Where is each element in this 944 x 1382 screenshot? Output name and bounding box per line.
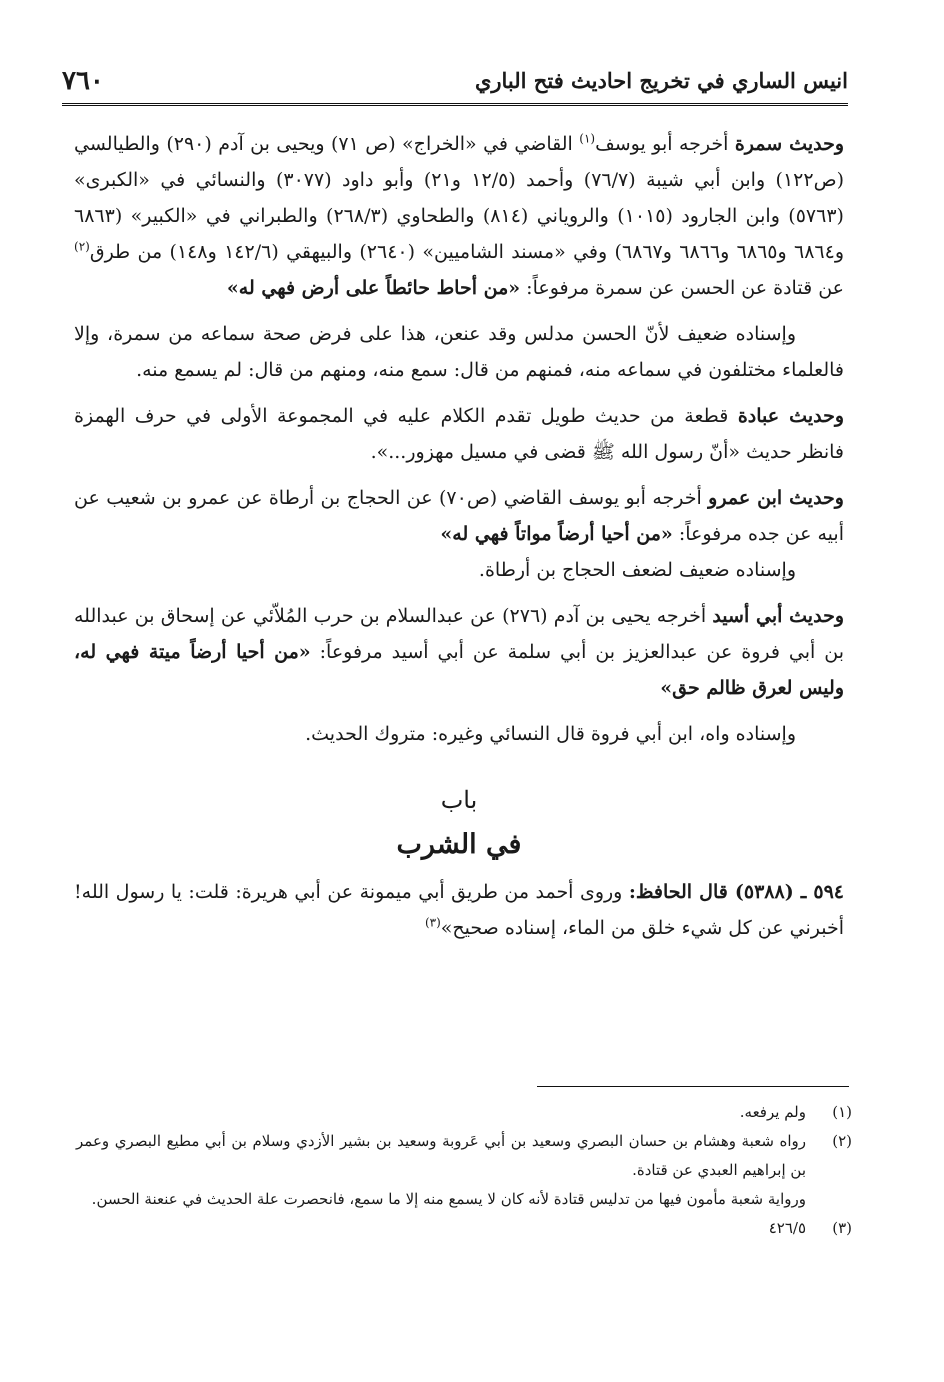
hadith-entry <box>74 874 844 946</box>
running-title: انيس الساري في تخريج احاديث فتح الباري <box>474 68 848 93</box>
footnote-item <box>76 1127 852 1185</box>
hadith-quote: «من أحاط حائطاً على أرض فهي له» <box>226 277 521 299</box>
paragraph-text: أخرجه يحيى بن آدم (٢٧٦) عن عبدالسلام بن حرب المُلاّئي عن إسحاق بن عبدالله بن أبي فروة عن عبدالعزيز بن أبي سلمة عن أبي أسيد مرفوعاً: <box>74 605 844 663</box>
chapter-title: في الشرب <box>396 829 522 860</box>
chapter-label: باب <box>440 786 478 814</box>
footnote-divider <box>537 1086 849 1087</box>
hadith-quote: «من أحيا أرضاً مواتاً فهي له» <box>440 523 673 545</box>
hadith-number: ٥٩٤ ـ (٥٣٨٨) قال الحافظ: <box>628 881 844 903</box>
hadith-source-lead: وحديث عبادة <box>737 405 844 427</box>
hadith-source-lead: وحديث ابن عمرو <box>708 487 844 509</box>
paragraph-text: القاضي في «الخراج» (ص ٧١) ويحيى بن آدم (٢٩٠) والطيالسي (ص١٢٢) وابن أبي شيبة (٧٦/٧) وأحمد (١٢/٥ و٢١) وأبو داود (٣٠٧٧) والنسائي في «الكبرى» (٥٧٦٣) وابن الجارود (١٠١٥) والروياني (٨١٤) والطحاوي (٢٦٨/٣) والطبراني في «الكبير» (٦٨٦٣ و٦٨٦٤ و٦٨٦٥ و٦٨٦٦ و٦٨٦٧) وفي «مسند الشاميين» (٢٦٤٠) والبيهقي (١٤٢/٦ و١٤٨) من طرق <box>74 133 845 263</box>
paragraph-text: وإسناده ضعيف لأنّ الحسن مدلس وقد عنعن، هذا على فرض صحة سماعه من سمرة، وإلا فالعلماء مختلفون في سماعه منه، فمنهم من قال: سمع منه، ومنهم من قال: لم يسمع منه. <box>74 323 844 381</box>
footnote-text: ورواية شعبة مأمون فيها من تدليس قتادة لأنه كان لا يسمع منه إلا ما سمع، فانحصرت علة الحديث في عنعنة الحسن. <box>91 1190 806 1208</box>
paragraph-text: وإسناده ضعيف لضعف الحجاج بن أرطاة. <box>478 559 796 581</box>
footnotes <box>76 1098 852 1243</box>
footnote-item <box>76 1098 852 1127</box>
paragraph-ubada <box>74 398 844 470</box>
paragraph-text: وإسناده واه، ابن أبي فروة قال النسائي وغيره: متروك الحديث. <box>305 723 796 745</box>
footnote-number: (٣) <box>832 1219 852 1237</box>
hadith-source-lead: وحديث سمرة <box>734 133 844 155</box>
footnote-ref[interactable]: (٣) <box>424 915 441 930</box>
paragraph-text: قطعة من حديث طويل تقدم الكلام عليه في المجموعة الأولى في حرف الهمزة فانظر حديث «أنّ رسول الله ﷺ قضى في مسيل مهزور...». <box>74 405 844 463</box>
paragraph-abu-usaid <box>74 598 844 706</box>
paragraph-text: أخرجه أبو يوسف <box>595 133 735 155</box>
footnote-text: ٤٢٦/٥ <box>768 1219 806 1237</box>
footnote-text: رواه شعبة وهشام بن حسان البصري وسعيد بن أبي عَروبة وسعيد بن بشير الأزدي وسلام بن أبي مطيع البصري وعمر بن إبراهيم العبدي عن قتادة. <box>76 1132 806 1179</box>
footnote-ref[interactable]: (٢) <box>74 239 90 254</box>
paragraph-samura <box>74 126 844 306</box>
footnote-item <box>76 1214 852 1243</box>
main-text <box>74 126 844 956</box>
hadith-source-lead: وحديث أبي أسيد <box>712 605 844 627</box>
paragraph-isnad-abu-usaid <box>74 716 844 752</box>
chapter-heading <box>74 778 844 868</box>
page-header <box>62 62 848 106</box>
hadith-quote: «من أحيا أرضاً ميتة فهي له، وليس لعرق ظالم حق» <box>74 641 844 699</box>
paragraph-text: أخرجه أبو يوسف القاضي (ص٧٠) عن الحجاج بن أرطاة عن عمرو بن شعيب عن أبيه عن جده مرفوعاً: <box>74 487 844 545</box>
paragraph-text: عن قتادة عن الحسن عن سمرة مرفوعاً: <box>520 277 844 299</box>
paragraph-isnad-ibn-amr <box>74 552 844 588</box>
paragraph-isnad-samura <box>74 316 844 388</box>
footnote-number: (٢) <box>832 1132 852 1150</box>
page-number: ٧٦٠ <box>62 65 104 96</box>
footnote-ref[interactable]: (١) <box>579 131 596 146</box>
footnote-number: (١) <box>832 1103 852 1121</box>
paragraph-ibn-amr <box>74 480 844 552</box>
footnote-text: ولم يرفعه. <box>739 1103 806 1121</box>
hadith-text: وروى أحمد من طريق أبي ميمونة عن أبي هريرة: قلت: يا رسول الله! أخبرني عن كل شيء خلق من الماء، إسناده صحيح» <box>74 881 844 939</box>
